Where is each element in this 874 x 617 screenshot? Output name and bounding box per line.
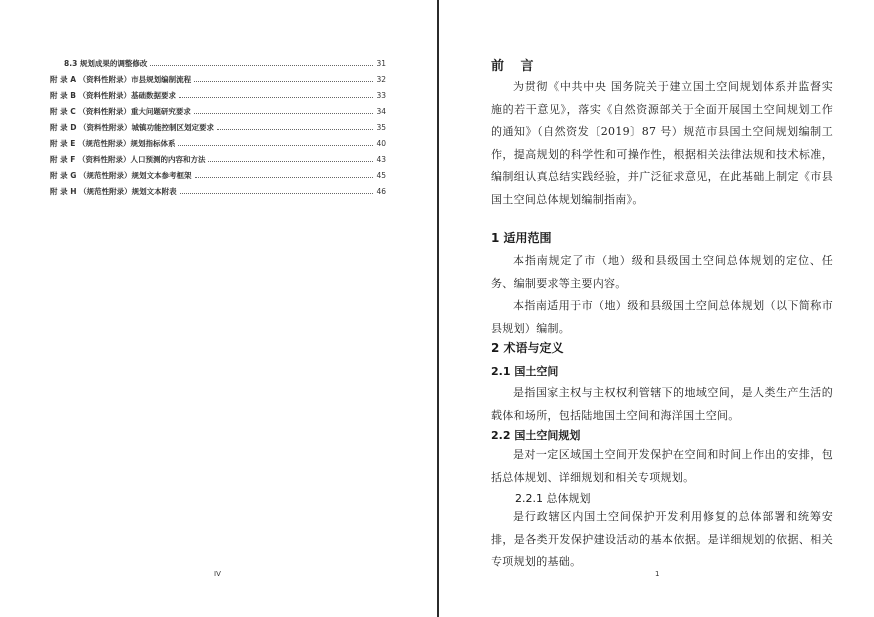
toc-leader (208, 150, 373, 162)
subsection-heading: 2.2 国土空间规划 (491, 429, 581, 442)
toc-leader (195, 166, 374, 178)
toc-leader (194, 70, 373, 82)
paragraph: 本指南适用于市（地）级和县级国土空间总体规划（以下简称市县规划）编制。 (491, 299, 833, 335)
toc-label: 附 录 G （规范性附录）规划文本参考框架 (50, 171, 192, 180)
toc-label: 附 录 H （规范性附录）规划文本附表 (50, 187, 177, 196)
toc-leader (194, 102, 374, 114)
toc-page-number: 32 (376, 75, 386, 84)
toc-page-number: 35 (376, 123, 386, 132)
toc-row[interactable] (50, 134, 386, 150)
paragraph: 是行政辖区内国土空间保护开发利用修复的总体部署和统筹安排，是各类开发保护建设活动的基本依据。是详细规划的依据、相关专项规划的基础。 (491, 510, 833, 568)
toc-row[interactable] (50, 86, 386, 102)
toc-page-number: 31 (376, 59, 386, 68)
section-heading: 2 术语与定义 (491, 341, 564, 355)
toc-page-number: 43 (376, 155, 386, 164)
toc-leader (179, 86, 373, 98)
toc-row[interactable] (50, 166, 386, 182)
toc-row[interactable] (50, 118, 386, 134)
toc-label: 附 录 E （规范性附录）规划指标体系 (50, 139, 176, 148)
page-number: 1 (655, 570, 660, 578)
subsubsection-heading: 2.2.1 总体规划 (515, 492, 591, 505)
preface-title: 前 言 (491, 59, 540, 74)
paragraph: 是指国家主权与主权权利管辖下的地域空间，是人类生产生活的载体和场所，包括陆地国土空间和海洋国土空间。 (491, 386, 833, 422)
toc-label: 附 录 C （资料性附录）重大问题研究要求 (50, 107, 191, 116)
toc-row[interactable] (50, 182, 386, 198)
toc-leader (217, 118, 373, 130)
toc-label: 附 录 F （资料性附录）人口预测的内容和方法 (50, 155, 206, 164)
toc-label: 8.3 规划成果的调整修改 (64, 59, 148, 68)
toc-page-number: 46 (376, 187, 386, 196)
toc-page-number: 40 (376, 139, 386, 148)
toc-leader (180, 182, 374, 194)
toc-row[interactable] (50, 102, 386, 118)
toc-page-number: 33 (376, 91, 386, 100)
toc-label: 附 录 B （资料性附录）基础数据要求 (50, 91, 177, 100)
subsection-heading: 2.1 国土空间 (491, 365, 559, 378)
right-page (439, 0, 874, 617)
toc-row[interactable] (64, 54, 386, 70)
toc-label: 附 录 A （资料性附录）市县规划编制流程 (50, 75, 192, 84)
toc-label: 附 录 D （资料性附录）城镇功能控制区划定要求 (50, 123, 215, 132)
toc-row[interactable] (50, 70, 386, 86)
section-heading: 1 适用范围 (491, 231, 552, 245)
toc-leader (150, 54, 373, 66)
preface-paragraph: 为贯彻《中共中央 国务院关于建立国土空间规划体系并监督实施的若干意见》，落实《自然资源部关于全面开展国土空间规划工作的通知》（自然资发〔2019〕87 号）规范市县国土空间规划编制工作，提高规划的科学性和可操作性，根据相关法律法规和技术标准，编制组认真总结实践经验，并广泛征求意见，在此基础上制定《市县国土空间总体规划编制指南》。 (491, 80, 833, 206)
paragraph: 是对一定区域国土空间开发保护在空间和时间上作出的安排，包括总体规划、详细规划和相关专项规划。 (491, 448, 833, 484)
toc-leader (178, 134, 373, 146)
toc-row[interactable] (50, 150, 386, 166)
paragraph: 本指南规定了市（地）级和县级国土空间总体规划的定位、任务、编制要求等主要内容。 (491, 254, 833, 290)
page-number: IV (214, 570, 221, 578)
toc-page-number: 45 (376, 171, 386, 180)
toc-page-number: 34 (376, 107, 386, 116)
